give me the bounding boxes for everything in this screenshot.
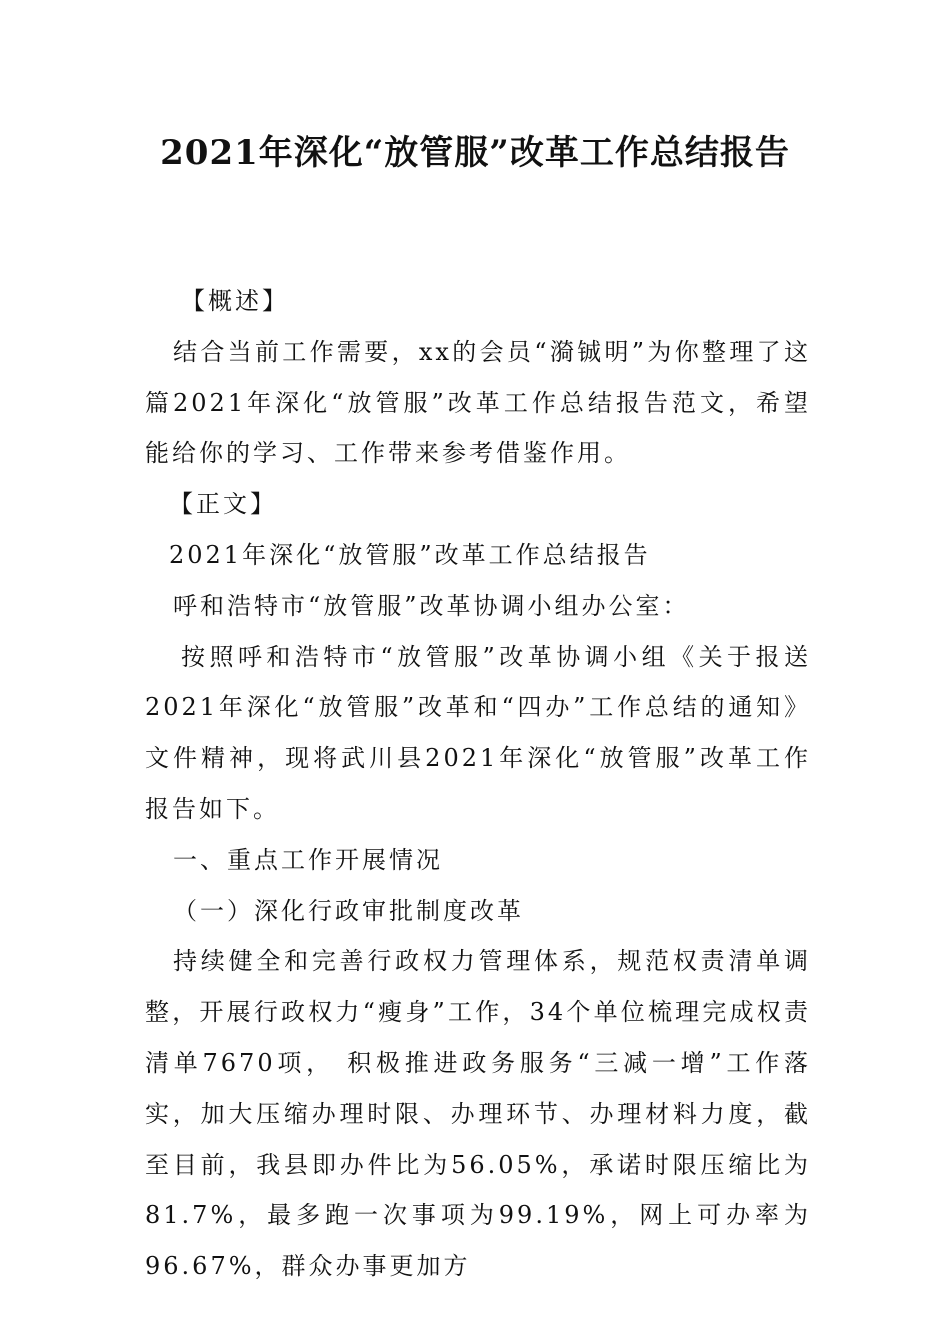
document-body xyxy=(145,276,811,1292)
intro-paragraph: 按照呼和浩特市“放管服”改革协调小组《关于报送2021年深化“放管服”改革和“四办”工作总结的通知》文件精神，现将武川县2021年深化“放管服”改革工作报告如下。 xyxy=(145,642,811,823)
document-title: 2021年深化“放管服”改革工作总结报告 xyxy=(160,133,790,173)
addressee-line: 呼和浩特市“放管服”改革协调小组办公室： xyxy=(173,591,690,620)
overview-paragraph: 结合当前工作需要，xx的会员“漪铖明”为你整理了这篇2021年深化“放管服”改革工作总结报告范文，希望能给你的学习、工作带来参考借鉴作用。 xyxy=(145,337,811,468)
section-heading-overview: 【概述】 xyxy=(181,287,289,315)
body-paragraph: 持续健全和完善行政权力管理体系，规范权责清单调整，开展行政权力“瘦身”工作，34个单位梳理完成权责清单7670项， 积极推进政务服务“三减一增”工作落实，加大压缩办理时限、办理环节、办理材料力度，截至目前，我县即办件比为56.05%，承诺时限压缩比为81.7%，最多跑一次事项为99.19%，网上可办率为96.67%，群众办事更加方 xyxy=(145,947,811,1281)
section-heading-main-text: 【正文】 xyxy=(169,490,277,519)
report-subtitle: 2021年深化“放管服”改革工作总结报告 xyxy=(169,540,651,569)
heading-level-1: 一、重点工作开展情况 xyxy=(173,845,443,874)
heading-level-2: （一）深化行政审批制度改革 xyxy=(173,896,524,925)
